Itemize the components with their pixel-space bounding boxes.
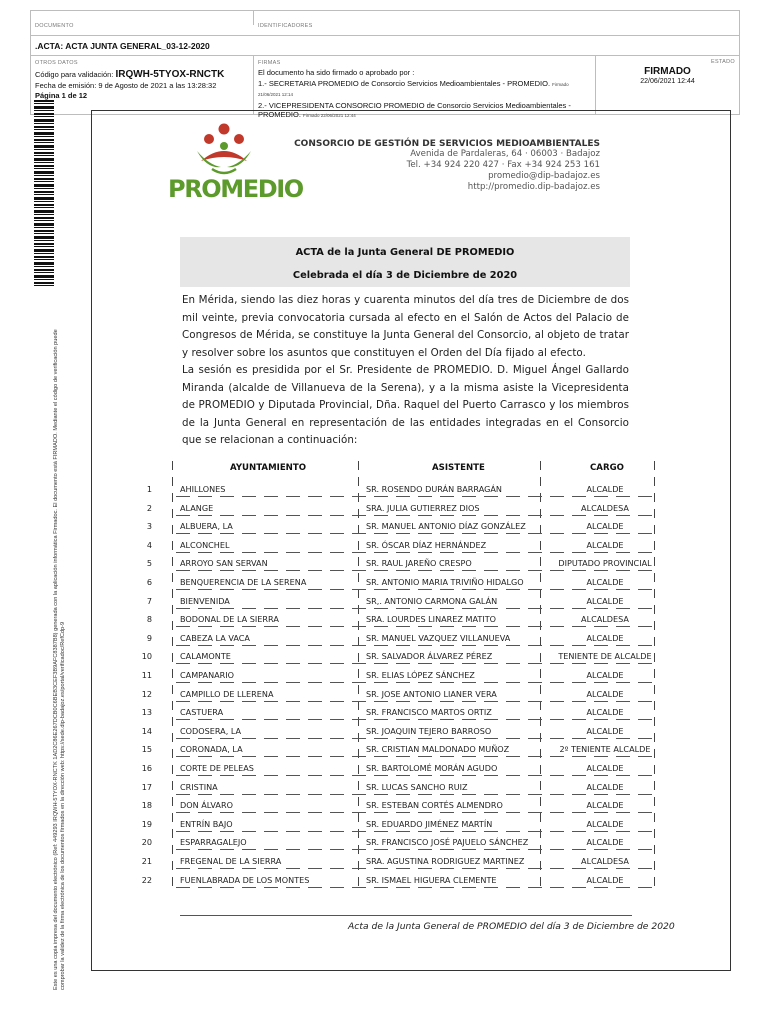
cell-asistente: SR,. ANTONIO CARMONA GALÁN (366, 595, 498, 606)
table-row (92, 797, 732, 816)
estado-cell (596, 56, 739, 114)
cell-cargo: ALCALDE (586, 521, 624, 532)
header-ayuntamiento: AYUNTAMIENTO (230, 463, 307, 473)
firma-1 (258, 79, 591, 99)
row-number: 18 (141, 800, 152, 811)
row-number: 15 (141, 744, 152, 755)
cell-cargo: ALCALDESA (581, 614, 629, 625)
otros-datos-label: OTROS DATOS (35, 60, 78, 66)
row-number: 9 (146, 632, 152, 643)
row-underline (176, 682, 654, 683)
table-row (92, 518, 732, 537)
row-underline (176, 849, 654, 850)
row-underline (176, 831, 654, 832)
cell-asistente: SR. ESTEBAN CORTÉS ALMENDRO (366, 800, 503, 811)
cell-asistente: SR. JOAQUIN TEJERO BARROSO (366, 725, 492, 736)
estado-date: 22/06/2021 12:44 (640, 78, 695, 85)
table-row (92, 574, 732, 593)
table-row (92, 611, 732, 630)
table-row (92, 741, 732, 760)
firma-2-date: Firmado 22/06/2021 12:44 (303, 113, 356, 118)
row-number: 7 (146, 595, 152, 606)
cell-ayuntamiento: CORONADA, LA (180, 744, 243, 755)
row-number: 2 (146, 502, 152, 513)
document-page (91, 110, 731, 971)
cell-asistente: SR. CRISTIAN MALDONADO MUÑOZ (366, 744, 510, 755)
table-row (92, 667, 732, 686)
cell-ayuntamiento: FUENLABRADA DE LOS MONTES (180, 874, 310, 885)
row-number: 17 (141, 781, 152, 792)
header-asistente: ASISTENTE (432, 463, 485, 473)
row-underline (176, 756, 654, 757)
row-number: 6 (146, 577, 152, 587)
cell-asistente: SRA. AGUSTINA RODRIGUEZ MARTINEZ (366, 856, 525, 866)
row-underline (176, 645, 654, 646)
row-number: 20 (141, 837, 152, 848)
acta-subtitle: Celebrada el día 3 de Diciembre de 2020 (292, 270, 518, 281)
cell-cargo: ALCALDE (586, 484, 624, 494)
cell-asistente: SRA. JULIA GUTIERREZ DIOS (366, 502, 480, 513)
cell-asistente: SR. ELIAS LÓPEZ SÁNCHEZ (366, 670, 475, 680)
row-number: 21 (141, 856, 152, 866)
row-underline (176, 552, 654, 553)
cell-cargo: ALCALDE (586, 688, 624, 699)
cell-asistente: SR. BARTOLOMÉ MORÁN AGUDO (366, 763, 498, 773)
row-underline (176, 663, 654, 664)
paragraph-presidencia: La sesión es presidida por el Sr. Presidente de PROMEDIO. D. Miguel Ángel Gallardo Miranda (alcalde de Villanueva de la Serena), y a la misma asiste la Vicepresidenta de PROMEDIO y Diputada Provincial, Dña. Raquel del Puerto Carrasco y los miembros de la Junta General en representación de las entidades integradas en el Consorcio que se relacionan a continuación: (182, 364, 629, 446)
cell-asistente: SR. ROSENDO DURÁN BARRAGÁN (366, 484, 502, 494)
cell-cargo: ALCALDESA (581, 502, 629, 513)
otros-datos-cell (31, 56, 254, 114)
cell-ayuntamiento: CAMPANARIO (180, 670, 235, 680)
row-underline (176, 533, 654, 534)
row-number: 16 (141, 763, 152, 773)
firmas-label: FIRMAS (258, 60, 281, 66)
firma-1-date: Firmado 21/06/2021 12:14 (258, 82, 569, 97)
validation-prefix: Código para validación: (35, 70, 116, 79)
table-row (92, 779, 732, 798)
row-underline (176, 608, 654, 609)
cell-cargo: ALCALDE (586, 781, 624, 792)
row-number: 4 (146, 539, 152, 550)
org-name: CONSORCIO DE GESTIÓN DE SERVICIOS MEDIOAMBIENTALES (294, 139, 600, 149)
firmas-cell (254, 56, 596, 119)
row-underline (176, 496, 654, 497)
row-underline (176, 775, 654, 776)
cell-cargo: ALCALDE (586, 595, 624, 606)
cell-ayuntamiento: BIENVENIDA (180, 595, 230, 606)
cell-ayuntamiento: BODONAL DE LA SIERRA (180, 614, 279, 625)
table-row (92, 555, 732, 574)
logo-wordmark: PROMEDIO (168, 175, 303, 203)
row-underline (176, 589, 654, 590)
cell-ayuntamiento: AHILLONES (180, 484, 226, 494)
cell-ayuntamiento: CRISTINA (180, 781, 218, 792)
cell-ayuntamiento: CODOSERA, LA (180, 725, 242, 736)
identificadores-label: IDENTIFICADORES (258, 23, 313, 29)
cell-ayuntamiento: ENTRÍN BAJO (180, 818, 233, 829)
table-row (92, 630, 732, 649)
documento-label: DOCUMENTO (35, 23, 74, 29)
firma-2-text: 2.- VICEPRESIDENTA CONSORCIO PROMEDIO de Consorcio Servicios Medioambientales - PROMEDIO. (258, 101, 571, 119)
validation-code[interactable]: IRQWH-5TYOX-RNCTK (115, 69, 225, 80)
title-band (180, 237, 630, 287)
cell-ayuntamiento: CAMPILLO DE LLERENA (180, 688, 274, 699)
cell-ayuntamiento: ALCONCHEL (180, 539, 230, 550)
row-number: 10 (141, 651, 152, 662)
cell-cargo: 2º TENIENTE ALCALDE (559, 744, 651, 755)
cell-asistente: SR. FRANCISCO JOSÉ PAJUELO SÁNCHEZ (366, 837, 529, 848)
cell-asistente: SR. MANUEL VAZQUEZ VILLANUEVA (366, 632, 511, 643)
table-row (92, 481, 732, 500)
cell-cargo: DIPUTADO PROVINCIAL (558, 558, 652, 569)
row-underline (176, 626, 654, 627)
cell-cargo: ALCALDE (586, 874, 624, 885)
cell-asistente: SR. RAUL JAREÑO CRESPO (366, 558, 472, 569)
row-number: 14 (141, 725, 152, 736)
table-row (92, 686, 732, 705)
cell-ayuntamiento: FREGENAL DE LA SIERRA (180, 856, 282, 866)
table-row (92, 760, 732, 779)
header-cargo: CARGO (590, 463, 624, 473)
table-row (92, 816, 732, 835)
cell-cargo: ALCALDE (586, 577, 624, 587)
cell-ayuntamiento: ALBUERA, LA (180, 521, 233, 532)
cell-cargo: ALCALDE (586, 800, 624, 811)
org-address: Avenida de Pardaleras, 64 · 06003 · Badajoz (410, 149, 600, 159)
cell-cargo: ALCALDE (586, 763, 624, 773)
cell-asistente: SR. EDUARDO JIMÉNEZ MARTÍN (366, 818, 493, 829)
cell-cargo: ALCALDE (586, 632, 624, 643)
row-underline (176, 868, 654, 869)
row-number: 8 (146, 614, 152, 625)
verification-side-text: Este es una copia impresa del documento electrónico (Ref: 449293 IRQWH-5TYOX-RNCTK 1AD2C86E267DCB0C6BEB3CEF3B9AFC8387B8) generada con la aplicación informática Firmadoc. El documento está FIRMADO. Mediante el código de verificación puede comprobar la validez de la firma electrónica de los documentos firmados en la dirección web: https://sede.dip-badajoz.es/portal/verificadoc/RefCdp-9 (53, 329, 66, 990)
cell-ayuntamiento: CALAMONTE (180, 651, 231, 662)
cell-cargo: TENIENTE DE ALCALDE (558, 651, 652, 662)
organization-info (294, 139, 600, 193)
cell-cargo: ALCALDE (586, 539, 624, 550)
cell-asistente: SR. FRANCISCO MARTOS ORTIZ (366, 707, 492, 718)
cell-ayuntamiento: ALANGE (180, 502, 214, 513)
row-number: 3 (146, 521, 152, 532)
cell-ayuntamiento: ARROYO SAN SERVAN (180, 558, 268, 569)
page-footer: Acta de la Junta General de PROMEDIO del día 3 de Diciembre de 2020 (348, 921, 675, 932)
cell-cargo: ALCALDE (586, 837, 624, 848)
footer-rule (180, 915, 632, 916)
barcode (34, 100, 54, 288)
cell-cargo: ALCALDE (586, 818, 624, 829)
cell-ayuntamiento: CASTUERA (180, 707, 224, 718)
table-row (92, 872, 732, 891)
table-row (92, 704, 732, 723)
row-number: 13 (141, 707, 152, 718)
firmas-intro: El documento ha sido firmado o aprobado por : (258, 68, 415, 77)
table-row (92, 853, 732, 872)
cell-ayuntamiento: CABEZA LA VACA (180, 632, 250, 643)
org-web[interactable]: http://promedio.dip-badajoz.es (467, 182, 600, 192)
table-row (92, 537, 732, 556)
page-count: Página 1 de 12 (35, 91, 88, 100)
table-row (92, 723, 732, 742)
document-header (30, 10, 740, 119)
row-underline (176, 701, 654, 702)
cell-ayuntamiento: DON ÁLVARO (180, 800, 233, 811)
cell-asistente: SR. ISMAEL HIGUERA CLEMENTE (366, 874, 497, 885)
org-phone: Tel. +34 924 220 427 · Fax +34 924 253 161 (406, 160, 600, 170)
org-email[interactable]: promedio@dip-badajoz.es (488, 171, 600, 181)
cell-asistente: SRA. LOURDES LINAREZ MATITO (366, 614, 497, 625)
emission-date: Fecha de emisión: 9 de Agosto de 2021 a las 13:28:32 (35, 81, 217, 90)
cell-ayuntamiento: ESPARRAGALEJO (180, 837, 247, 848)
cell-asistente: SR. ANTONIO MARIA TRIVIÑO HIDALGO (366, 577, 524, 587)
row-underline (176, 738, 654, 739)
row-number: 11 (141, 670, 152, 680)
cell-ayuntamiento: BENQUERENCIA DE LA SERENA (180, 577, 307, 587)
row-underline (176, 515, 654, 516)
cell-asistente: SR. ÓSCAR DÍAZ HERNÁNDEZ (366, 539, 487, 550)
row-number: 5 (146, 558, 152, 569)
row-number: 1 (146, 484, 152, 494)
acta-title: ACTA de la Junta General DE PROMEDIO (295, 247, 515, 258)
table-row (92, 593, 732, 612)
promedio-logo-icon (157, 121, 282, 221)
table-row (92, 500, 732, 519)
row-number: 12 (141, 688, 152, 699)
row-underline (176, 812, 654, 813)
row-number: 22 (141, 874, 152, 885)
table-row (92, 834, 732, 853)
row-underline (176, 887, 654, 888)
cell-asistente: SR. JOSE ANTONIO LIANER VERA (366, 688, 497, 699)
estado-value: FIRMADO (644, 66, 691, 77)
cell-cargo: ALCALDESA (581, 856, 629, 866)
paragraph-intro: En Mérida, siendo las diez horas y cuarenta minutos del día tres de Diciembre de dos mil veinte, previa convocatoria cursada al efecto en el Salón de Actos del Palacio de Congresos de Mérida, se constituye la Junta General del Consorcio, al objeto de tratar y resolver sobre los asuntos que constituyen el Orden del Día fijado al efecto. (182, 294, 629, 359)
row-number: 19 (141, 818, 152, 829)
row-underline (176, 794, 654, 795)
document-title: .ACTA: ACTA JUNTA GENERAL_03-12-2020 (31, 36, 739, 56)
cell-asistente: SR. MANUEL ANTONIO DÍAZ GONZÁLEZ (366, 521, 526, 532)
cell-cargo: ALCALDE (586, 670, 624, 680)
firma-1-text: 1.- SECRETARIA PROMEDIO de Consorcio Servicios Medioambientales - PROMEDIO. (258, 79, 551, 88)
row-underline (176, 719, 654, 720)
cell-cargo: ALCALDE (586, 707, 624, 718)
estado-label: ESTADO (710, 59, 735, 65)
cell-cargo: ALCALDE (586, 725, 624, 736)
validation-code-line (35, 69, 249, 80)
cell-asistente: SR. LUCAS SANCHO RUIZ (366, 781, 468, 792)
cell-asistente: SR. SALVADOR ÁLVAREZ PÉREZ (366, 651, 493, 662)
row-underline (176, 570, 654, 571)
table-row (92, 648, 732, 667)
cell-ayuntamiento: CORTE DE PELEAS (180, 763, 254, 773)
